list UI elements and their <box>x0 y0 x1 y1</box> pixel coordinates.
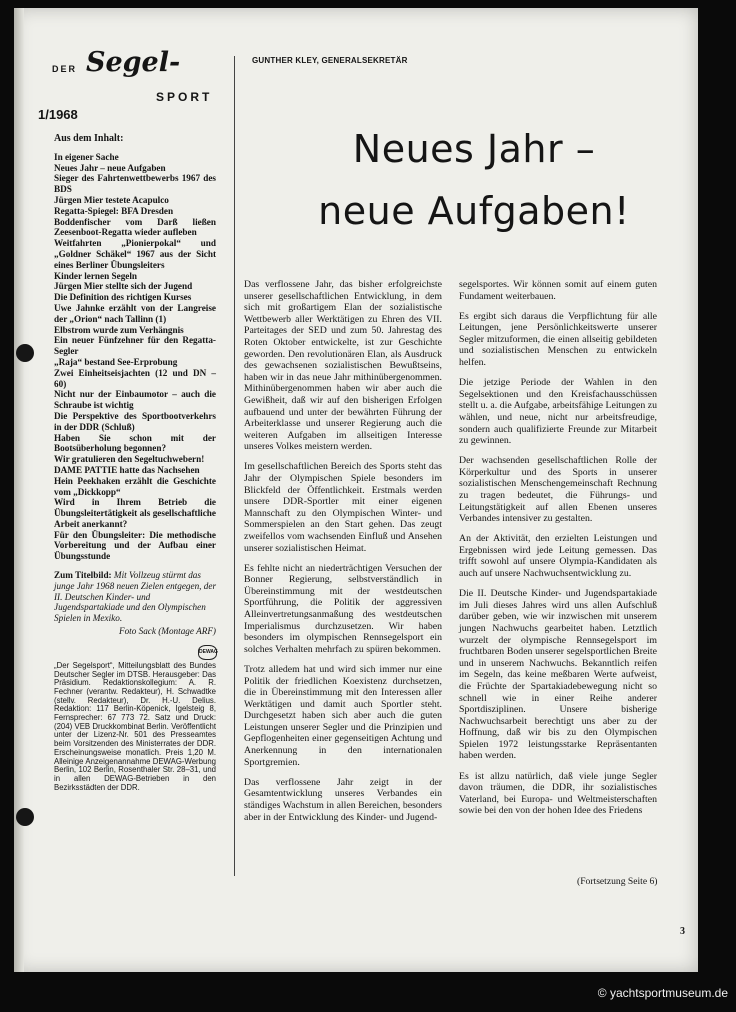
toc-item: Elbstrom wurde zum Verhängnis <box>54 324 184 335</box>
toc-item: Jürgen Mier testete Acapulco <box>54 194 169 205</box>
toc-item: Neues Jahr – neue Aufgaben <box>54 162 166 173</box>
toc-item: Für den Übungsleiter: Die methodische Vorbereitung und der Aufbau einer Übungsstunde <box>54 529 216 562</box>
article-paragraph: Im gesellschaftlichen Bereich des Sports steht das Jahr der Olympischen Spiele besonders im Blickfeld der Öffentlichkeit. Erstmals werden unsere DDR-Sportler mit einer eigenen Mannschaft zu den Olympischen Winter- und Sommerspielen an den Start gehen. Das zeugt zweifellos vom wachsenden Einfluß und Ansehen unserer sozialistischen Heimat. <box>244 461 442 554</box>
page-number: 3 <box>680 926 685 937</box>
masthead-segel: Segel- <box>86 47 181 78</box>
article-paragraph: Das verflossene Jahr zeigt in der Gesamtentwicklung unseres Verbandes ein ständiges Wachstum in allen Bereichen, besonders aber in der Entwicklung des Kinder- und Jugend- <box>244 776 442 823</box>
article-paragraph: An der Aktivität, den erzielten Leistungen und Ergebnissen wird jede Leitung gemessen. Das trifft sowohl auf unsere Olympia-Kandidaten als auch auf unsere Nachwuchsentwicklung zu. <box>459 533 657 580</box>
toc-item: Weitfahrten „Pionierpokal“ und „Goldner Schäkel“ 1967 aus der Sicht eines Berliner Übungsleiters <box>54 238 216 270</box>
article-paragraph: Die jetzige Periode der Wahlen in den Segelsektionen und den Kreisfachausschüssen stellt u. a. die Aufgabe, arbeitsfähige Leitungen zu wählen, und neue, nicht nur arbeitsfreudige, sondern auch qualifizierte Freunde zur Mitarbeit zu gewinnen. <box>459 377 657 447</box>
toc-item: Haben Sie schon mit der Bootsüberholung begonnen? <box>54 432 216 454</box>
sidebar <box>38 47 218 792</box>
article-headline <box>264 118 684 242</box>
toc-item: Jürgen Mier stellte sich der Jugend <box>54 281 193 292</box>
punch-hole <box>16 344 34 362</box>
photo-credit: Foto Sack (Montage ARF) <box>118 626 216 637</box>
toc-item: In eigener Sache <box>54 151 119 162</box>
toc-item: Die Definition des richtigen Kurses <box>54 292 192 303</box>
article-paragraph: segelsportes. Wir können somit auf einem guten Fundament weiterbauen. <box>459 279 657 302</box>
headline-line-2: neue Aufgaben! <box>318 189 630 233</box>
masthead-der: DER <box>52 64 78 74</box>
toc-item: Nicht nur der Einbaumotor – auch die Schraube ist wichtig <box>54 389 216 411</box>
article-paragraph: Es ergibt sich daraus die Verpflichtung für alle Leitungen, jene Persönlichkeitswerte unserer Segler mitzuformen, die einen allseitig gebildeten und sozialistischen Menschen zu entwickeln helfen. <box>459 310 657 369</box>
caption-text: Mit Vollzeug stürmt das junge Jahr 1968 neuen Zielen entgegen, der II. Deutschen Kinder- und Jugendspartakiade und den Olympischen Spielen in Mexiko. <box>54 570 217 624</box>
continuation-note: (Fortsetzung Seite 6) <box>577 876 658 887</box>
magazine-page <box>14 8 698 972</box>
toc-item: Uwe Jahnke erzählt von der Langreise der „Orion“ nach Tallinn (1) <box>54 302 216 324</box>
article-paragraph: Es fehlte nicht an niederträchtigen Versuchen der Bonner Regierung, selbstverständlich in Übereinstimmung mit der westdeutschen Sportführung, die Politik der aggressiven Alleinvertretungsanmaßung des westdeutschen Imperialismus durchzusetzen. Wir haben besonders im olympischen Rennsegelsport ein solches Verhalten mehrfach zu spüren bekommen. <box>244 562 442 655</box>
toc-item: DAME PATTIE hatte das Nachsehen <box>54 464 200 475</box>
headline-line-1: Neues Jahr – <box>352 127 596 171</box>
dewag-logo-icon: DEWAG <box>198 645 217 660</box>
toc-item: „Raja“ bestand See-Erprobung <box>54 356 178 367</box>
toc-item: Sieger des Fahrtenwettbewerbs 1967 des BDS <box>54 173 216 195</box>
article-paragraph: Trotz alledem hat und wird sich immer nur eine Politik der friedlichen Koexistenz durchsetzen, die in Übereinstimmung mit den Interessen aller Werktätigen und damit auch Sportler steht. Durchgesetzt haben sich aber auch die guten Leistungen unserer Segler und die Prinzipien und Gepflogenheiten einer gegenseitigen Achtung und Anerkennung in den internationalen Sportgremien. <box>244 663 442 768</box>
column-divider <box>234 56 235 876</box>
masthead-logo <box>38 47 216 124</box>
article-paragraph: Der wachsenden gesellschaftlichen Rolle der Körperkultur und des Sports in unserer sozialistischen Menschengemeinschaft Rechnung zu tragen bedeutet, die Führungs- und Leitungstätigkeit auf allen Ebenen unseres Verbandes intensiver zu gestalten. <box>459 455 657 525</box>
toc-item: Kinder lernen Segeln <box>54 270 138 281</box>
article-column-2 <box>459 279 657 825</box>
masthead-sport: SPORT <box>156 90 213 104</box>
article-paragraph: Die II. Deutsche Kinder- und Jugendspartakiade im Juli dieses Jahres wird uns allen Aufschluß darüber geben, wie wir inzwischen mit unserem jungen Nachwuchs gearbeitet haben. Letztlich wurzelt der olympische Rennsegelsport im fruchtbaren Boden unserer segelsportlichen Breite und in unserem Nachwuchs. Bekanntlich reifen im Segeln, das keine meßbaren Werte aufweist, die Früchte der Spartakiadebewegung nicht so schnell wie in einer Reihe anderer Sportdisziplinen. Unsere bisherige Nachwuchsarbeit berechtigt uns aber zu der Hoffnung, daß wir bis zu den Olympischen Spielen 1972 leistungsstarke Repräsentanten haben werden. <box>459 588 657 762</box>
article-paragraph: Das verflossene Jahr, das bisher erfolgreichste unserer gesellschaftlichen Entwicklung, in dem sich mit großartigem Elan der sozialistische Wettbewerb aller Werktätigen zu Ehren des VII. Parteitages der SED und zum 50. Jahrestag des Roten Oktober entwickelte, ist zur Geschichte geworden. Den revolutionären Elan, als Ausdruck des gewachsenen sozialistischen Bewußtseins, haben wir in das neue Jahr mithinübergenommen. Mithinübergenommen haben wir aber auch die Gewißheit, daß wir auf den bisherigen Erfolgen aufbauend und unter der bewährten Führung der Arbeiterklasse und unserer Regierung auch die weiteren Aufgaben im allseitigen Interesse unseres Volkes meistern werden. <box>244 279 442 453</box>
toc-item: Die Perspektive des Sportbootverkehrs in der DDR (Schluß) <box>54 410 216 432</box>
article-column-1 <box>244 279 442 832</box>
article-paragraph: Es ist allzu natürlich, daß viele junge Segler davon träumen, die DDR, ihr sozialistisches Vaterland, bei Europa- und Weltmeisterschaften sowie bei den von der hohen Idee des Friedens <box>459 770 657 817</box>
toc-heading: Aus dem Inhalt: <box>54 133 124 144</box>
toc-item: Zwei Einheitseisjachten (12 und DN – 60) <box>54 367 216 389</box>
table-of-contents <box>54 152 216 562</box>
toc-item: Wird in Ihrem Betrieb die Übungsleitertätigkeit als gesellschaftliche Arbeit anerkannt? <box>54 497 216 529</box>
toc-item: Boddenfischer vom Darß ließen Zeesenboot-Regatta wieder aufleben <box>54 216 216 238</box>
toc-item: Hein Peekhaken erzählt die Geschichte vom „Dickkopp“ <box>54 475 216 497</box>
toc-item: Regatta-Spiegel: BFA Dresden <box>54 205 174 216</box>
article-author: GUNTHER KLEY, GENERALSEKRETÄR <box>252 56 408 65</box>
toc-item: Ein neuer Fünfzehner für den Regatta-Segler <box>54 335 216 357</box>
toc-item: Wir gratulieren den Segeltuchwebern! <box>54 454 205 465</box>
punch-hole <box>16 808 34 826</box>
watermark: © yachtsportmuseum.de <box>597 986 728 1000</box>
caption-label: Zum Titelbild: <box>54 570 112 581</box>
imprint: „Der Segelsport“, Mitteilungsblatt des Bundes Deutscher Segler im DTSB. Herausgeber: Das Präsidium. Redaktionskollegium: A. R. Fechner (verantw. Redakteur), H. Schwadtke (stellv. Redakteur), Dr. H.-U. Delius. Redaktion: 117 Berlin-Köpenick, Igelsteig 8, Fernsprecher: 67 773 72. Satz und Druck: (204) VEB Druckkombinat Berlin. Veröffentlicht unter der Lizenz-Nr. 501 des Presseamtes beim Vorsitzenden des Ministerrates der DDR. Erscheinungsweise monatlich. Preis 1,20 M. Alleinige Anzeigenannahme DEWAG-Werbung Berlin, 102 Berlin, Rosenthaler Str. 28–31, und in allen DEWAG-Betrieben in den Bezirksstädten der DDR. <box>54 660 216 792</box>
issue-number: 1/1968 <box>38 107 78 122</box>
cover-caption <box>54 570 216 637</box>
page-binding-edge <box>14 8 24 972</box>
